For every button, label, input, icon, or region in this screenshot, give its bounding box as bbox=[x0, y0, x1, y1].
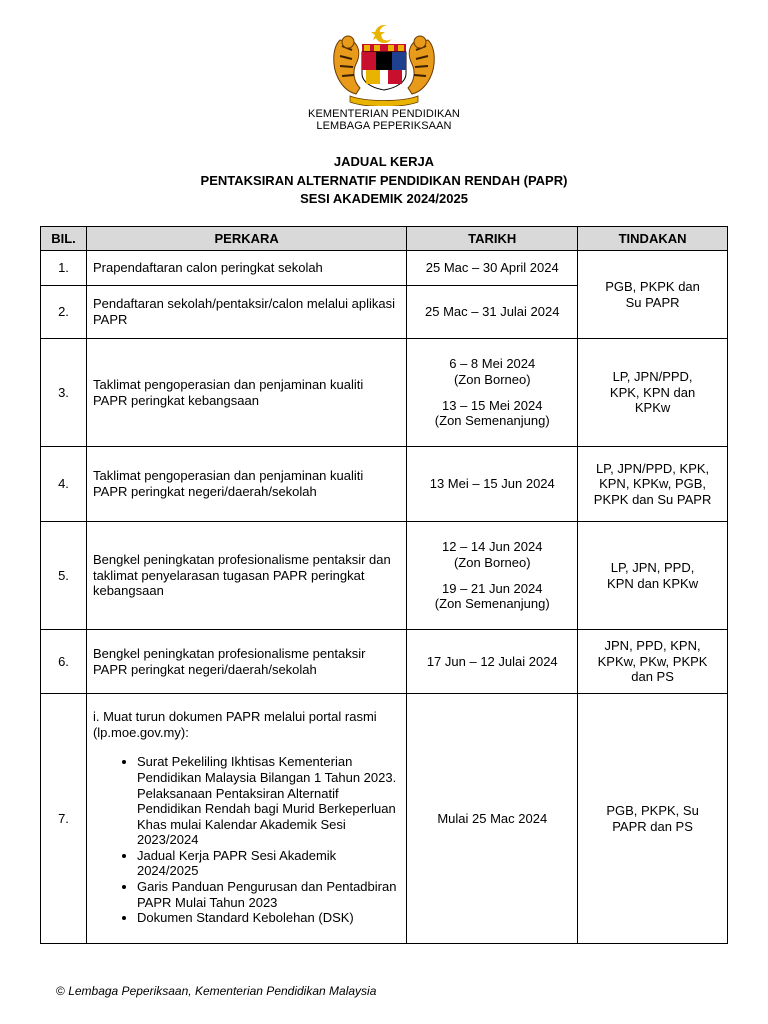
col-header-perkara: PERKARA bbox=[86, 227, 406, 251]
row-action: LP, JPN, PPD, KPN dan KPKw bbox=[578, 522, 728, 630]
schedule-table bbox=[40, 226, 728, 944]
table-row bbox=[41, 630, 728, 694]
row-item: Prapendaftaran calon peringkat sekolah bbox=[86, 251, 406, 286]
copyright-footer bbox=[56, 984, 376, 998]
row-date: 17 Jun – 12 Julai 2024 bbox=[407, 630, 578, 694]
copyright-text: Lembaga Peperiksaan, Kementerian Pendidikan Malaysia bbox=[68, 984, 377, 998]
date-zone-semenanjung: 19 – 21 Jun 2024 bbox=[442, 580, 543, 596]
col-header-bil: BIL. bbox=[41, 227, 87, 251]
date-zone-borneo: 12 – 14 Jun 2024 bbox=[442, 539, 543, 555]
list-item: • Dokumen Standard Kebolehan (DSK) bbox=[137, 910, 400, 926]
col-header-tarikh: TARIKH bbox=[407, 227, 578, 251]
ministry-name: KEMENTERIAN PENDIDIKAN bbox=[308, 108, 460, 120]
row-number: 2. bbox=[41, 286, 87, 339]
row-date: 25 Mac – 31 Julai 2024 bbox=[407, 286, 578, 339]
row-item: Bengkel peningkatan profesionalisme pentaksir PAPR peringkat negeri/daerah/sekolah bbox=[86, 630, 406, 694]
row-action: LP, JPN/PPD, KPK, KPN, KPKw, PGB, PKPK dan Su PAPR bbox=[578, 447, 728, 522]
document-title-line2: PENTAKSIRAN ALTERNATIF PENDIDIKAN RENDAH (PAPR) bbox=[200, 173, 568, 188]
table-row bbox=[41, 447, 728, 522]
row-number: 3. bbox=[41, 339, 87, 447]
row-number: 5. bbox=[41, 522, 87, 630]
date-zone-borneo: 6 – 8 Mei 2024 bbox=[449, 356, 536, 372]
document-title-line1: JADUAL KERJA bbox=[333, 154, 435, 169]
row-date: 13 Mei – 15 Jun 2024 bbox=[407, 447, 578, 522]
table-row bbox=[41, 522, 728, 630]
table-row bbox=[41, 251, 728, 286]
row-number: 1. bbox=[41, 251, 87, 286]
row-action: JPN, PPD, KPN, KPKw, PKw, PKPK dan PS bbox=[578, 630, 728, 694]
department-name: LEMBAGA PEPERIKSAAN bbox=[316, 120, 452, 132]
zone-label: (Zon Semenanjung) bbox=[434, 413, 550, 429]
zone-label: (Zon Borneo) bbox=[453, 371, 531, 387]
row-date: 25 Mac – 30 April 2024 bbox=[407, 251, 578, 286]
row-date: Mulai 25 Mac 2024 bbox=[407, 694, 578, 944]
row-action: PGB, PKPK, Su PAPR dan PS bbox=[578, 694, 728, 944]
document-list bbox=[93, 754, 400, 926]
row-item-intro: i. Muat turun dokumen PAPR melalui portal rasmi (lp.moe.gov.my): bbox=[92, 709, 377, 740]
table-row bbox=[41, 339, 728, 447]
zone-label: (Zon Borneo) bbox=[453, 554, 531, 570]
row-date bbox=[407, 339, 578, 447]
row-number: 7. bbox=[41, 694, 87, 944]
zone-label: (Zon Semenanjung) bbox=[434, 596, 550, 612]
coat-of-arms-logo bbox=[326, 22, 442, 106]
list-item: • Jadual Kerja PAPR Sesi Akademik 2024/2025 bbox=[137, 848, 400, 879]
row-item: Pendaftaran sekolah/pentaksir/calon melalui aplikasi PAPR bbox=[86, 286, 406, 339]
row-item: Taklimat pengoperasian dan penjaminan kualiti PAPR peringkat negeri/daerah/sekolah bbox=[86, 447, 406, 522]
table-row bbox=[41, 694, 728, 944]
copyright-symbol: © bbox=[56, 984, 65, 998]
row-number: 6. bbox=[41, 630, 87, 694]
list-item: • Garis Panduan Pengurusan dan Pentadbiran PAPR Mulai Tahun 2023 bbox=[137, 879, 400, 910]
date-zone-semenanjung: 13 – 15 Mei 2024 bbox=[442, 397, 543, 413]
document-title-line3: SESI AKADEMIK 2024/2025 bbox=[300, 191, 468, 206]
row-action: LP, JPN/PPD, KPK, KPN dan KPKw bbox=[578, 339, 728, 447]
list-item: • Surat Pekeliling Ikhtisas Kementerian Pendidikan Malaysia Bilangan 1 Tahun 2023. Pelaksanaan Pentaksiran Alternatif Pendidikan Rendah bagi Murid Berkeperluan Khas mulai Kalendar Akademik Sesi 2023/2024 bbox=[137, 754, 400, 848]
row-number: 4. bbox=[41, 447, 87, 522]
row-item: Bengkel peningkatan profesionalisme pentaksir dan taklimat penyelarasan tugasan PAPR peringkat kebangsaan bbox=[86, 522, 406, 630]
col-header-tindakan: TINDAKAN bbox=[578, 227, 728, 251]
row-item: Taklimat pengoperasian dan penjaminan kualiti PAPR peringkat kebangsaan bbox=[86, 339, 406, 447]
row-date bbox=[407, 522, 578, 630]
row-action: PGB, PKPK dan Su PAPR bbox=[578, 251, 728, 339]
table-header-row bbox=[41, 227, 728, 251]
row-item bbox=[86, 694, 406, 944]
